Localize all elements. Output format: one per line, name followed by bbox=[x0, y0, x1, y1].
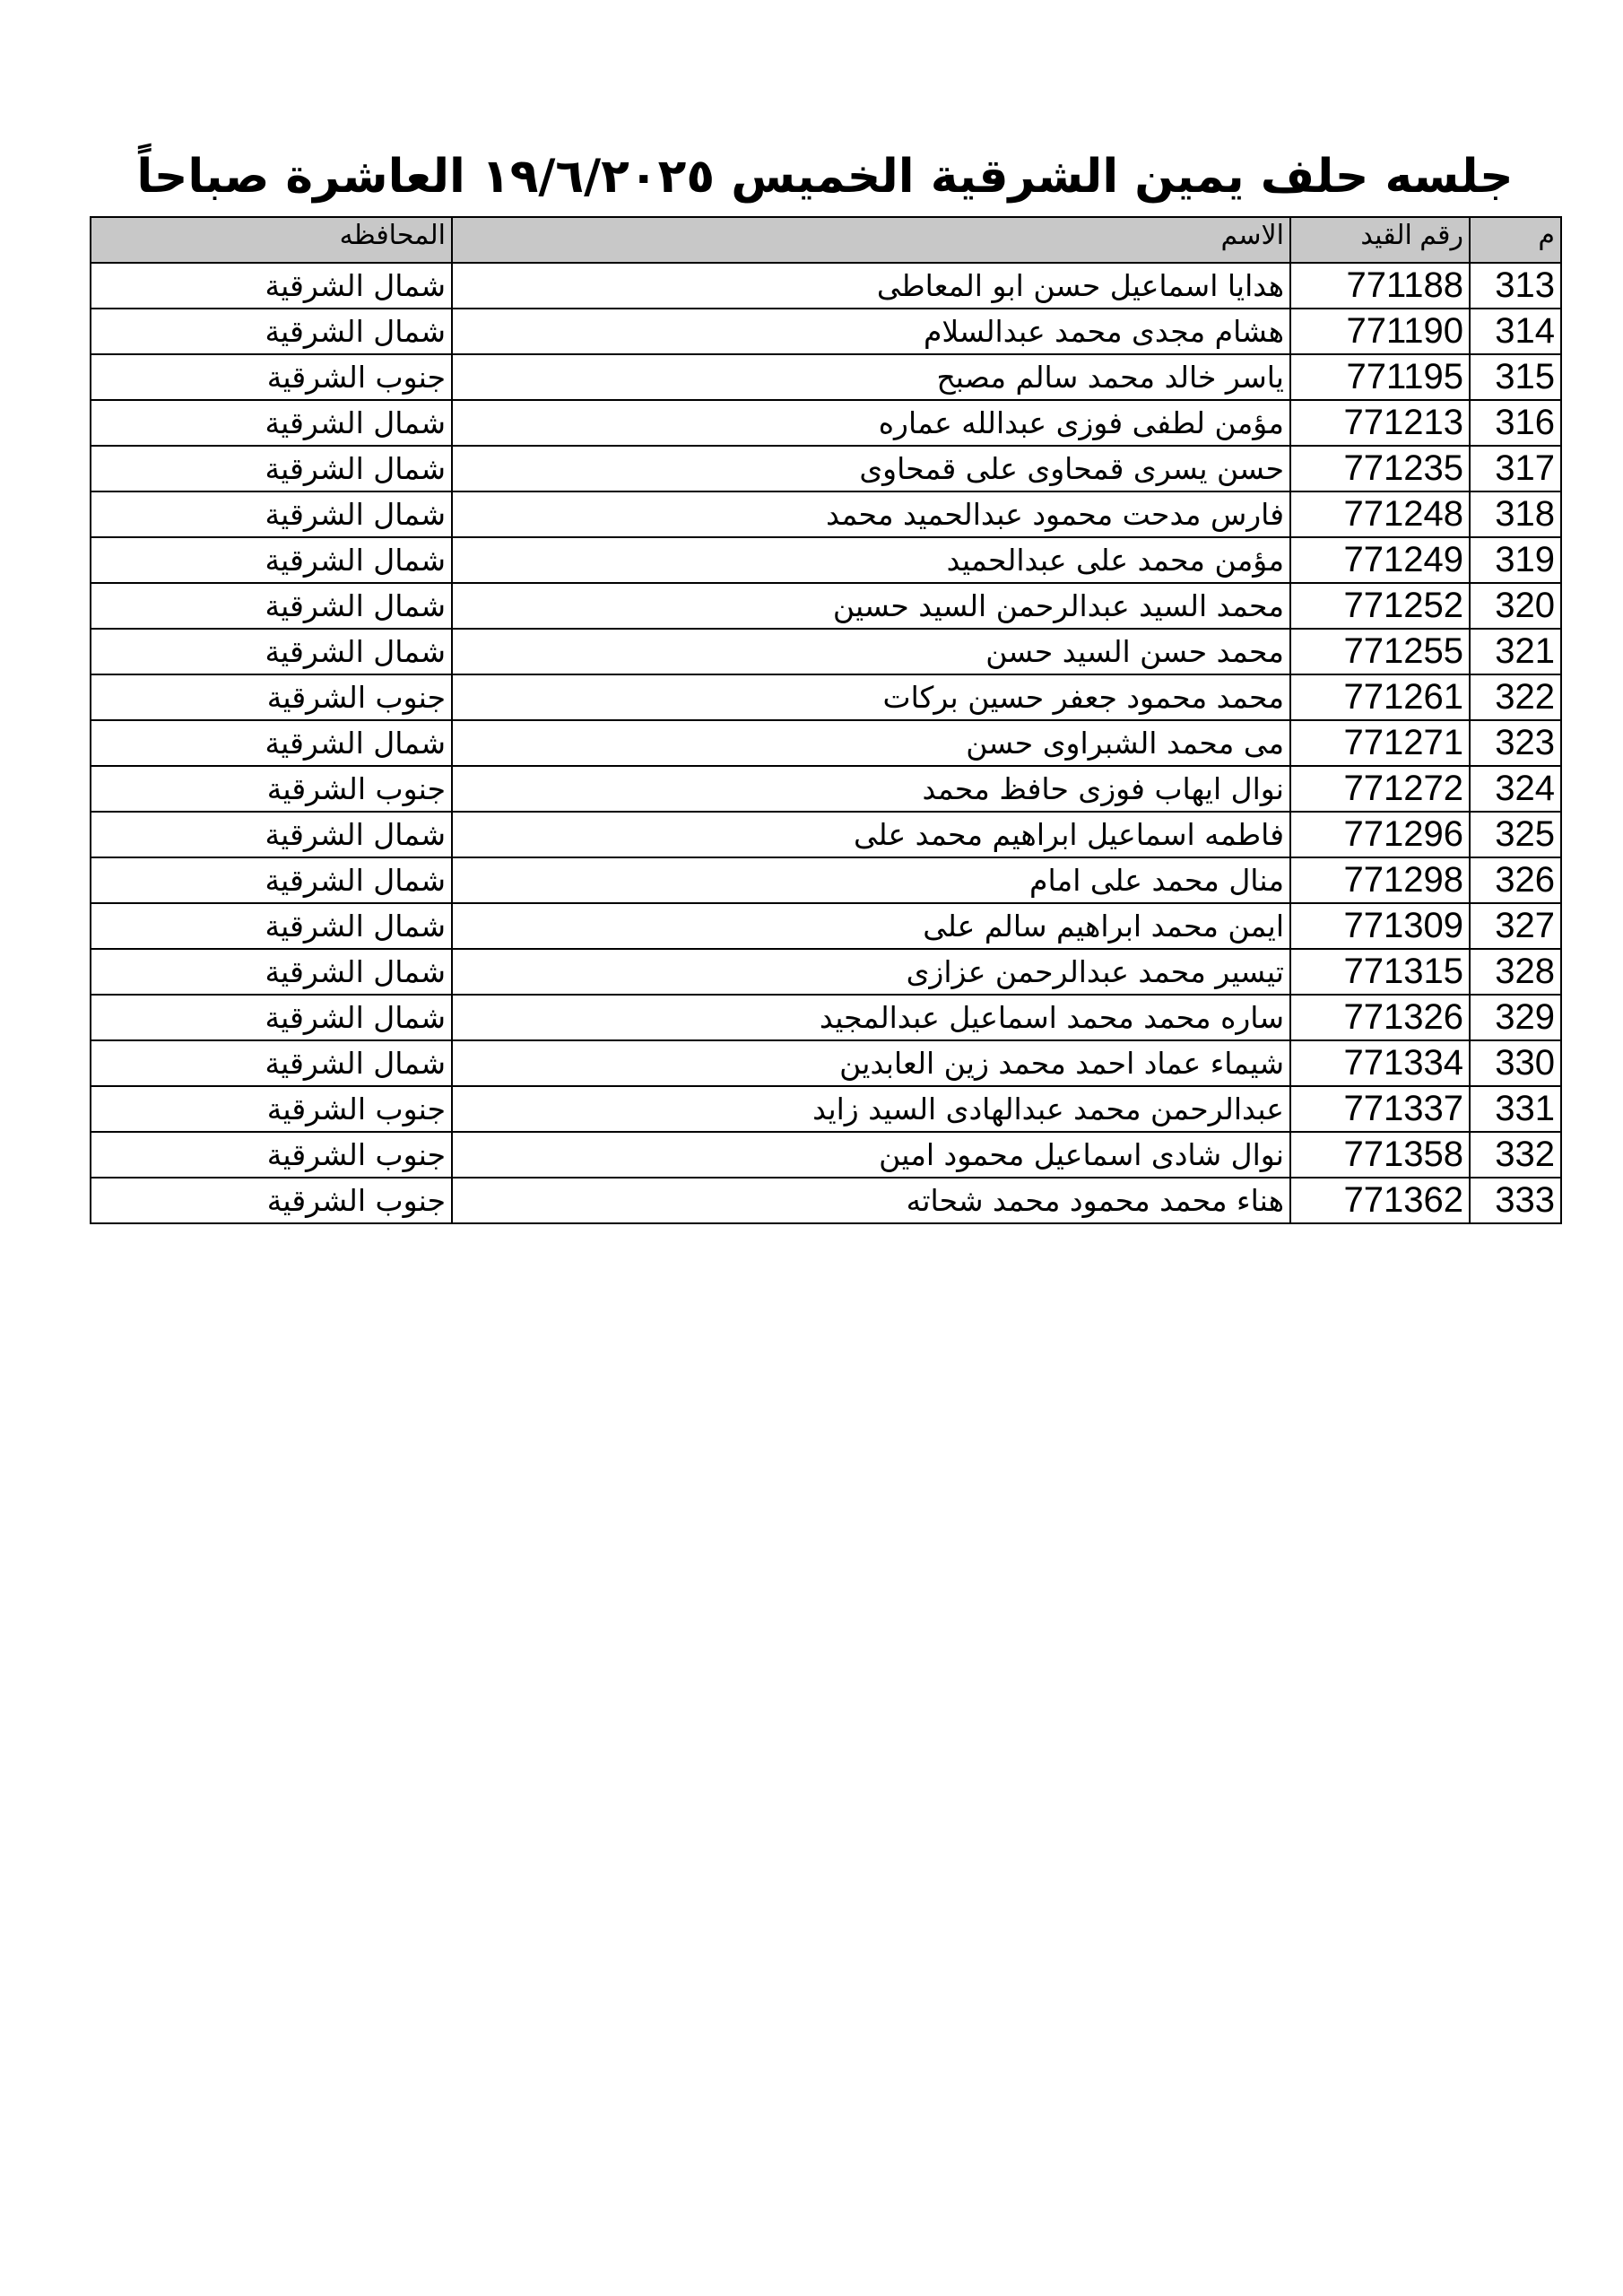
cell-num: 314 bbox=[1470, 309, 1561, 354]
cell-code: 771326 bbox=[1290, 995, 1470, 1040]
cell-governorate: شمال الشرقية bbox=[91, 949, 452, 995]
cell-governorate: جنوب الشرقية bbox=[91, 766, 452, 812]
cell-name: ايمن محمد ابراهيم سالم على bbox=[452, 903, 1290, 949]
table-row bbox=[91, 354, 1561, 400]
cell-num: 330 bbox=[1470, 1040, 1561, 1086]
cell-governorate: جنوب الشرقية bbox=[91, 674, 452, 720]
table-header-row bbox=[91, 217, 1561, 263]
table-row bbox=[91, 995, 1561, 1040]
header-governorate: المحافظه bbox=[91, 217, 452, 263]
cell-code: 771261 bbox=[1290, 674, 1470, 720]
cell-name: منال محمد على امام bbox=[452, 857, 1290, 903]
header-name: الاسم bbox=[452, 217, 1290, 263]
table-row bbox=[91, 766, 1561, 812]
oath-session-table-container bbox=[90, 216, 1560, 1224]
table-row bbox=[91, 309, 1561, 354]
cell-num: 321 bbox=[1470, 629, 1561, 674]
cell-governorate: شمال الشرقية bbox=[91, 1040, 452, 1086]
table-row bbox=[91, 857, 1561, 903]
cell-num: 319 bbox=[1470, 537, 1561, 583]
cell-code: 771296 bbox=[1290, 812, 1470, 857]
cell-governorate: جنوب الشرقية bbox=[91, 1132, 452, 1178]
cell-governorate: شمال الشرقية bbox=[91, 263, 452, 309]
cell-name: ياسر خالد محمد سالم مصبح bbox=[452, 354, 1290, 400]
cell-governorate: شمال الشرقية bbox=[91, 720, 452, 766]
cell-code: 771213 bbox=[1290, 400, 1470, 446]
cell-name: محمد محمود جعفر حسين بركات bbox=[452, 674, 1290, 720]
page-title: جلسه حلف يمين الشرقية الخميس ١٩/٦/٢٠٢٥ العاشرة صباحاً bbox=[136, 150, 1514, 204]
cell-code: 771358 bbox=[1290, 1132, 1470, 1178]
header-num: م bbox=[1470, 217, 1561, 263]
cell-governorate: شمال الشرقية bbox=[91, 537, 452, 583]
cell-name: مى محمد الشبراوى حسن bbox=[452, 720, 1290, 766]
cell-governorate: شمال الشرقية bbox=[91, 446, 452, 491]
cell-governorate: شمال الشرقية bbox=[91, 629, 452, 674]
cell-code: 771255 bbox=[1290, 629, 1470, 674]
table-row bbox=[91, 1086, 1561, 1132]
cell-code: 771315 bbox=[1290, 949, 1470, 995]
table-row bbox=[91, 720, 1561, 766]
table-row bbox=[91, 537, 1561, 583]
cell-num: 320 bbox=[1470, 583, 1561, 629]
cell-name: فارس مدحت محمود عبدالحميد محمد bbox=[452, 491, 1290, 537]
cell-governorate: جنوب الشرقية bbox=[91, 1178, 452, 1223]
cell-code: 771337 bbox=[1290, 1086, 1470, 1132]
cell-code: 771248 bbox=[1290, 491, 1470, 537]
cell-num: 332 bbox=[1470, 1132, 1561, 1178]
table-row bbox=[91, 583, 1561, 629]
cell-name: محمد السيد عبدالرحمن السيد حسين bbox=[452, 583, 1290, 629]
cell-name: ساره محمد محمد اسماعيل عبدالمجيد bbox=[452, 995, 1290, 1040]
cell-num: 318 bbox=[1470, 491, 1561, 537]
cell-governorate: شمال الشرقية bbox=[91, 812, 452, 857]
table-row bbox=[91, 1178, 1561, 1223]
cell-code: 771272 bbox=[1290, 766, 1470, 812]
table-row bbox=[91, 949, 1561, 995]
cell-governorate: شمال الشرقية bbox=[91, 400, 452, 446]
cell-name: نوال شادى اسماعيل محمود امين bbox=[452, 1132, 1290, 1178]
cell-name: عبدالرحمن محمد عبدالهادى السيد زايد bbox=[452, 1086, 1290, 1132]
cell-name: محمد حسن السيد حسن bbox=[452, 629, 1290, 674]
cell-name: فاطمه اسماعيل ابراهيم محمد على bbox=[452, 812, 1290, 857]
cell-name: تيسير محمد عبدالرحمن عزازى bbox=[452, 949, 1290, 995]
cell-num: 326 bbox=[1470, 857, 1561, 903]
table-row bbox=[91, 629, 1561, 674]
cell-code: 771271 bbox=[1290, 720, 1470, 766]
cell-code: 771309 bbox=[1290, 903, 1470, 949]
cell-name: هناء محمد محمود محمد شحاته bbox=[452, 1178, 1290, 1223]
cell-code: 771249 bbox=[1290, 537, 1470, 583]
cell-code: 771362 bbox=[1290, 1178, 1470, 1223]
cell-num: 317 bbox=[1470, 446, 1561, 491]
table-row bbox=[91, 1040, 1561, 1086]
cell-code: 771252 bbox=[1290, 583, 1470, 629]
cell-num: 316 bbox=[1470, 400, 1561, 446]
cell-name: مؤمن لطفى فوزى عبدالله عماره bbox=[452, 400, 1290, 446]
header-code: رقم القيد bbox=[1290, 217, 1470, 263]
cell-num: 325 bbox=[1470, 812, 1561, 857]
cell-num: 324 bbox=[1470, 766, 1561, 812]
table-row bbox=[91, 812, 1561, 857]
cell-name: نوال ايهاب فوزى حافظ محمد bbox=[452, 766, 1290, 812]
table-row bbox=[91, 263, 1561, 309]
cell-num: 313 bbox=[1470, 263, 1561, 309]
cell-code: 771195 bbox=[1290, 354, 1470, 400]
table-row bbox=[91, 674, 1561, 720]
cell-governorate: شمال الشرقية bbox=[91, 491, 452, 537]
cell-code: 771334 bbox=[1290, 1040, 1470, 1086]
cell-code: 771190 bbox=[1290, 309, 1470, 354]
cell-governorate: شمال الشرقية bbox=[91, 903, 452, 949]
table-header bbox=[91, 217, 1561, 263]
cell-governorate: شمال الشرقية bbox=[91, 857, 452, 903]
cell-num: 328 bbox=[1470, 949, 1561, 995]
cell-name: مؤمن محمد على عبدالحميد bbox=[452, 537, 1290, 583]
table-row bbox=[91, 491, 1561, 537]
cell-governorate: شمال الشرقية bbox=[91, 309, 452, 354]
cell-code: 771298 bbox=[1290, 857, 1470, 903]
table-body bbox=[91, 263, 1561, 1223]
cell-num: 331 bbox=[1470, 1086, 1561, 1132]
cell-name: حسن يسرى قمحاوى على قمحاوى bbox=[452, 446, 1290, 491]
oath-session-table bbox=[90, 216, 1562, 1224]
cell-name: شيماء عماد احمد محمد زين العابدين bbox=[452, 1040, 1290, 1086]
cell-num: 322 bbox=[1470, 674, 1561, 720]
table-row bbox=[91, 446, 1561, 491]
cell-code: 771235 bbox=[1290, 446, 1470, 491]
cell-governorate: جنوب الشرقية bbox=[91, 1086, 452, 1132]
cell-governorate: شمال الشرقية bbox=[91, 995, 452, 1040]
cell-num: 323 bbox=[1470, 720, 1561, 766]
cell-governorate: شمال الشرقية bbox=[91, 583, 452, 629]
cell-name: هدايا اسماعيل حسن ابو المعاطى bbox=[452, 263, 1290, 309]
cell-code: 771188 bbox=[1290, 263, 1470, 309]
cell-num: 333 bbox=[1470, 1178, 1561, 1223]
cell-num: 327 bbox=[1470, 903, 1561, 949]
cell-name: هشام مجدى محمد عبدالسلام bbox=[452, 309, 1290, 354]
table-row bbox=[91, 1132, 1561, 1178]
table-row bbox=[91, 903, 1561, 949]
table-row bbox=[91, 400, 1561, 446]
cell-num: 329 bbox=[1470, 995, 1561, 1040]
cell-num: 315 bbox=[1470, 354, 1561, 400]
cell-governorate: جنوب الشرقية bbox=[91, 354, 452, 400]
